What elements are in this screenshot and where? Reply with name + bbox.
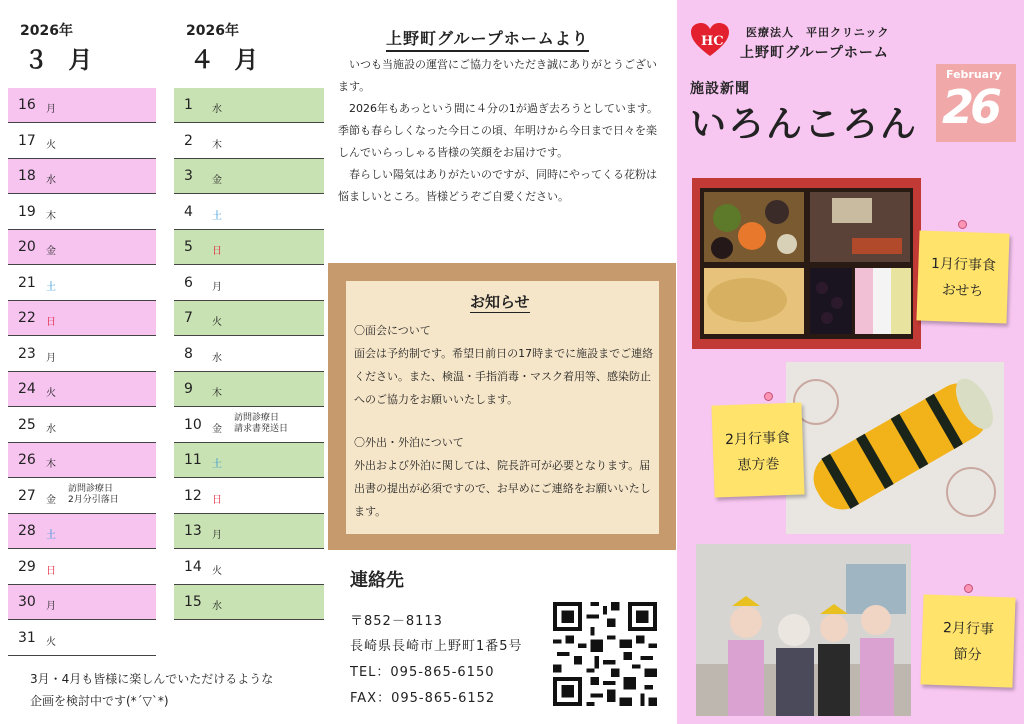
day-number: 11 xyxy=(184,452,202,468)
day-number: 9 xyxy=(184,381,193,397)
march-day-row xyxy=(8,266,156,301)
weekday: 火 xyxy=(46,388,56,399)
setsubun-caption: 2月行事 節分 xyxy=(920,594,1015,687)
day-number: 20 xyxy=(18,239,36,255)
osechi-photo xyxy=(692,178,921,349)
april-day-row xyxy=(174,372,324,407)
april-day-row xyxy=(174,301,324,336)
weekday: 月 xyxy=(46,352,56,364)
march-day-row xyxy=(8,88,156,123)
april-day-row xyxy=(174,266,324,301)
weekday: 火 xyxy=(212,317,222,328)
day-number: 10 xyxy=(184,416,202,433)
march-day-row xyxy=(8,514,156,549)
april-day-row xyxy=(174,195,324,230)
april-year: 2026年 xyxy=(186,23,239,39)
logo-text: HC xyxy=(701,34,724,49)
outing-body: 外出および外泊に関しては、院長許可が必要となります。届出書の提出が必須ですので、お早めにご連絡をお願いいたします。 xyxy=(354,459,651,518)
march-day-row xyxy=(8,337,156,372)
april-day-row xyxy=(174,88,324,123)
greeting-paragraph: いつも当施設の運営にご協力をいただき誠にありがとうございます。 xyxy=(338,58,657,93)
march-day-row xyxy=(8,195,156,230)
weekday: 木 xyxy=(46,459,56,470)
day-number: 8 xyxy=(184,345,193,362)
greeting-paragraph: 春らしい陽気はありがたいのですが、同時にやってくる花粉は悩ましいところ。皆様どうぞご自愛ください。 xyxy=(338,168,657,203)
greeting-body xyxy=(338,54,664,208)
march-day-row xyxy=(8,124,156,159)
day-number: 27 xyxy=(18,487,36,504)
day-note: 訪問診療日 2月分引落日 xyxy=(68,483,119,505)
day-note: 訪問診療日 請求書発送日 xyxy=(234,412,289,434)
contact-tel: TEL：095-865-6150 xyxy=(350,665,495,680)
contact-address: 長崎県長崎市上野町1番5号 xyxy=(350,639,523,654)
weekday: 土 xyxy=(212,210,222,222)
april-day-row xyxy=(174,124,324,159)
weekday: 金 xyxy=(212,175,222,186)
weekday: 水 xyxy=(46,423,56,435)
issue-number: 26 xyxy=(942,80,999,134)
newspaper-label: 施設新聞 xyxy=(690,81,750,97)
weekday: 土 xyxy=(46,281,56,293)
org-name-line2: 上野町グループホーム xyxy=(740,45,889,61)
weekday: 木 xyxy=(212,388,222,399)
day-number: 3 xyxy=(184,168,193,184)
april-day-row xyxy=(174,159,324,194)
day-number: 5 xyxy=(184,239,193,255)
qr-code-icon[interactable] xyxy=(552,602,658,706)
contact-fax: FAX：095-865-6152 xyxy=(350,691,496,706)
april-day-row xyxy=(174,550,324,585)
day-number: 24 xyxy=(18,381,36,397)
clinic-logo-icon xyxy=(690,22,730,58)
day-number: 13 xyxy=(184,523,202,539)
april-day-row xyxy=(174,443,324,478)
april-day-row xyxy=(174,585,324,620)
pin-icon xyxy=(958,220,967,229)
osechi-caption: 1月行事食 おせち xyxy=(916,230,1009,323)
weekday: 木 xyxy=(212,139,222,151)
newspaper-title: いろんころん xyxy=(690,104,919,145)
day-number: 29 xyxy=(18,558,36,575)
outing-heading: 〇外出・外泊について xyxy=(354,436,464,449)
notice-title: お知らせ xyxy=(470,293,530,311)
march-day-row xyxy=(8,159,156,194)
day-number: 2 xyxy=(184,132,193,149)
april-day-row xyxy=(174,337,324,372)
day-number: 30 xyxy=(18,594,36,610)
day-number: 28 xyxy=(18,523,36,539)
weekday: 火 xyxy=(46,636,56,648)
notice-body xyxy=(354,319,654,523)
visit-heading: 〇面会について xyxy=(354,324,431,337)
setsubun-photo xyxy=(696,544,911,716)
weekday: 日 xyxy=(212,246,222,257)
march-day-row xyxy=(8,301,156,336)
march-day-row xyxy=(8,550,156,585)
march-day-row xyxy=(8,230,156,265)
weekday: 月 xyxy=(46,601,56,612)
weekday: 土 xyxy=(46,530,56,541)
weekday: 水 xyxy=(46,175,56,186)
april-day-row xyxy=(174,230,324,265)
greeting-paragraph: 2026年もあっという間に４分の1が過ぎ去ろうとしています。季節も春らしくなった今日この頃、年明けから今日まで日々を楽しんでいらっしゃる皆様の笑顔をお届けです。 xyxy=(338,102,659,159)
day-number: 16 xyxy=(18,97,36,113)
day-number: 22 xyxy=(18,310,36,326)
day-number: 21 xyxy=(18,274,36,291)
march-day-row xyxy=(8,479,156,514)
weekday: 水 xyxy=(212,104,222,115)
contact-title: 連絡先 xyxy=(350,570,404,591)
day-number: 17 xyxy=(18,132,36,149)
notice-paper xyxy=(346,281,659,534)
ehomaki-caption: 2月行事食 恵方巻 xyxy=(711,402,804,497)
weekday: 金 xyxy=(212,423,222,435)
day-number: 6 xyxy=(184,274,193,291)
april-day-row xyxy=(174,408,324,443)
day-number: 25 xyxy=(18,416,36,433)
day-number: 12 xyxy=(184,487,202,504)
visit-body: 面会は予約制です。希望日前日の17時までに施設までご連絡ください。また、検温・手指消毒・マスク着用等、感染防止へのご協力をお願いいたします。 xyxy=(354,347,654,406)
april-day-row xyxy=(174,479,324,514)
weekday: 火 xyxy=(212,565,222,577)
weekday: 水 xyxy=(212,601,222,612)
calendar-footer-note: 3月・4月も皆様に楽しんでいただけるような 企画を検討中です(*´▽`*) xyxy=(30,672,274,708)
april-day-row xyxy=(174,514,324,549)
march-day-row xyxy=(8,408,156,443)
april-month: ４ 月 xyxy=(190,46,265,74)
day-number: 14 xyxy=(184,558,202,575)
day-number: 7 xyxy=(184,310,193,326)
notice-board xyxy=(328,263,676,550)
weekday: 木 xyxy=(46,210,56,222)
day-number: 18 xyxy=(18,168,36,184)
weekday: 日 xyxy=(212,494,222,506)
weekday: 日 xyxy=(46,565,56,577)
day-number: 1 xyxy=(184,97,193,113)
weekday: 日 xyxy=(46,317,56,328)
weekday: 月 xyxy=(212,530,222,541)
greeting-title: 上野町グループホームより xyxy=(386,26,589,52)
march-day-row xyxy=(8,372,156,407)
weekday: 土 xyxy=(212,459,222,470)
org-name-line1: 医療法人 平田クリニック xyxy=(746,26,890,39)
weekday: 火 xyxy=(46,139,56,151)
weekday: 金 xyxy=(46,246,56,257)
day-number: 31 xyxy=(18,629,36,646)
day-number: 23 xyxy=(18,345,36,362)
issue-month: February xyxy=(946,68,1002,81)
day-number: 19 xyxy=(18,203,36,220)
march-year: 2026年 xyxy=(20,23,73,39)
march-day-row xyxy=(8,443,156,478)
weekday: 金 xyxy=(46,494,56,506)
march-day-row xyxy=(8,585,156,620)
march-day-row xyxy=(8,621,156,656)
contact-zip: 〒852－8113 xyxy=(350,614,443,629)
day-number: 15 xyxy=(184,594,202,610)
ehomaki-photo xyxy=(786,362,1004,534)
weekday: 月 xyxy=(46,104,56,115)
issue-badge xyxy=(936,64,1016,142)
pin-icon xyxy=(964,584,973,593)
pin-icon xyxy=(764,392,773,401)
day-number: 4 xyxy=(184,203,193,220)
march-month: ３ 月 xyxy=(24,46,99,74)
day-number: 26 xyxy=(18,452,36,468)
weekday: 水 xyxy=(212,352,222,364)
weekday: 月 xyxy=(212,281,222,293)
